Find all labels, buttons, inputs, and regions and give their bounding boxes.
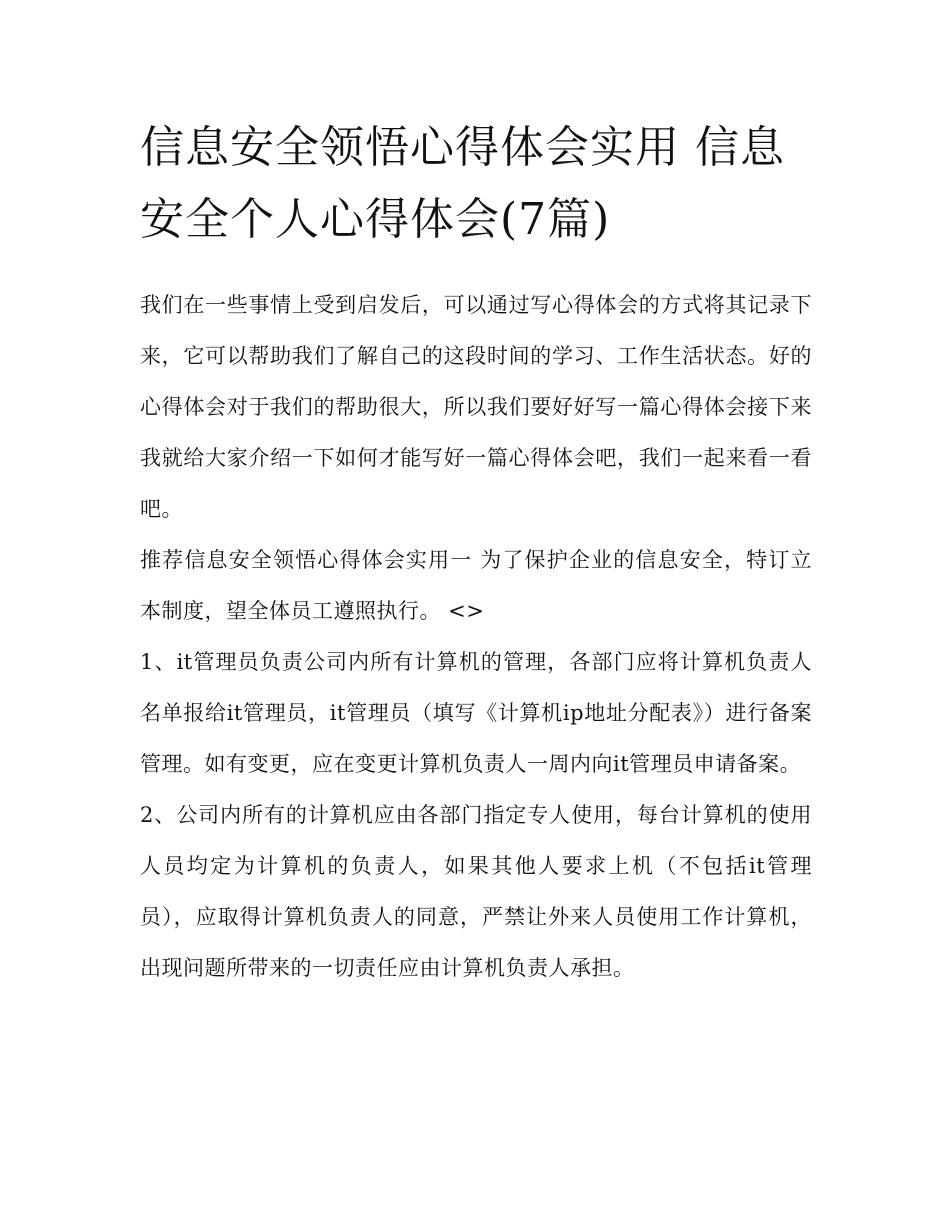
rule-item-1: 1、it管理员负责公司内所有计算机的管理，各部门应将计算机负责人名单报给it管理员，it管理员（填写《计算机ip地址分配表》）进行备案管理。如有变更，应在变更计算机负责人一周内向it管理员申请备案。 (140, 650, 812, 776)
rule-item-2: 2、公司内所有的计算机应由各部门指定专人使用，每台计算机的使用人员均定为计算机的负责人，如果其他人要求上机（不包括it管理员），应取得计算机负责人的同意，严禁让外来人员使用工作计算机，出现问题所带来的一切责任应由计算机负责人承担。 (140, 803, 812, 980)
document-title: 信息安全领悟心得体会实用 信息安全个人心得体会(7篇) (140, 122, 785, 245)
intro-paragraph: 我们在一些事情上受到启发后，可以通过写心得体会的方式将其记录下来，它可以帮助我们了解自己的这段时间的学习、工作生活状态。好的心得体会对于我们的帮助很大，所以我们要好好写一篇心得体会接下来我就给大家介绍一下如何才能写好一篇心得体会吧，我们一起来看一看吧。 (140, 293, 812, 521)
recommend-paragraph: 推荐信息安全领悟心得体会实用一 为了保护企业的信息安全，特订立本制度，望全体员工遵照执行。 <> (140, 548, 812, 623)
document-body (140, 280, 812, 994)
